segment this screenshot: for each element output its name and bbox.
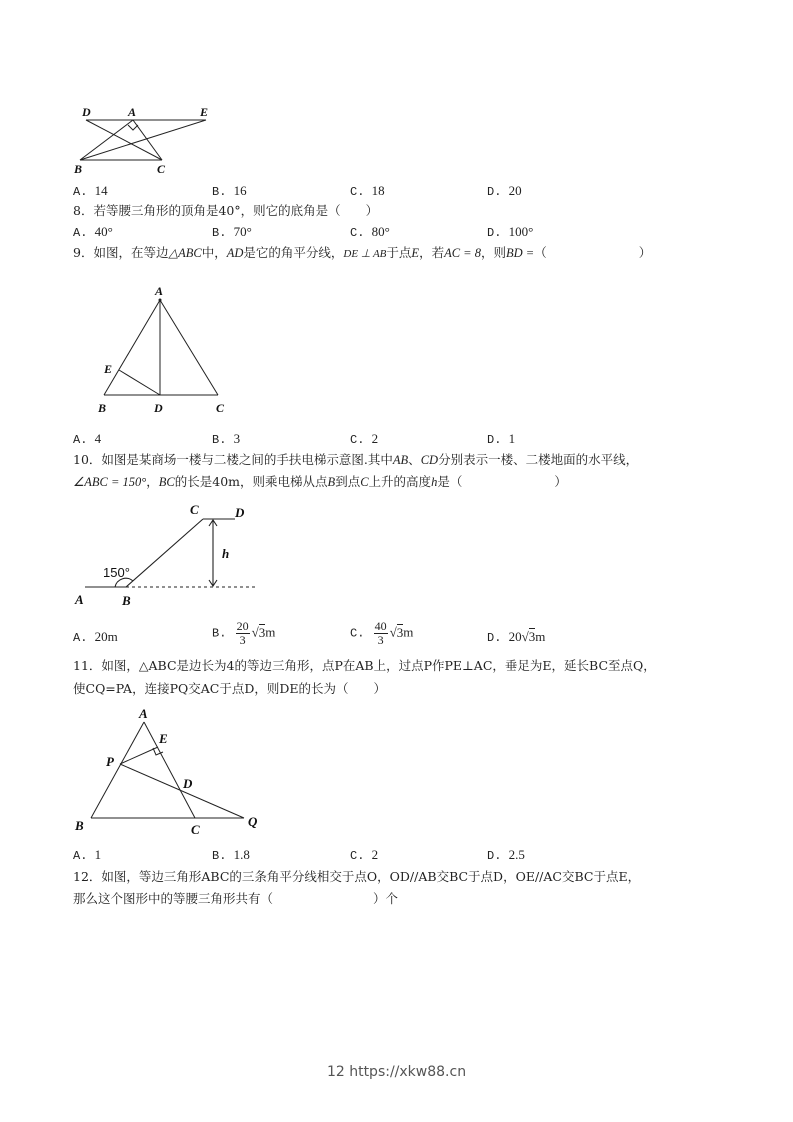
q12-stem-line2: 那么这个图形中的等腰三角形共有（ ）个 xyxy=(73,891,399,906)
q11-option-a: A. 1 xyxy=(73,847,102,863)
q11-option-d: D. 2.5 xyxy=(487,847,525,863)
q11-option-b: B. 1.8 xyxy=(212,847,250,863)
q7-figure xyxy=(70,100,220,175)
svg-text:B: B xyxy=(74,162,83,175)
q10-figure xyxy=(70,498,270,610)
svg-text:A: A xyxy=(155,284,164,298)
q7-option-a: A. 14 xyxy=(73,183,108,199)
svg-text:E: E xyxy=(159,731,168,746)
sqrt: √3m xyxy=(251,624,276,640)
fraction: $\frac{40}{3}$ xyxy=(374,619,387,647)
q10-option-a: A. 20m xyxy=(73,629,118,645)
q8-option-d: D. 100° xyxy=(487,224,534,240)
svg-text:C: C xyxy=(190,502,199,517)
svg-text:E: E xyxy=(104,362,113,376)
q9-option-b: B. 3 xyxy=(212,431,241,447)
svg-text:D: D xyxy=(235,505,245,520)
q9-diagram xyxy=(90,280,240,420)
q9-option-c: C. 2 xyxy=(350,431,379,447)
q11-option-c: C. 2 xyxy=(350,847,379,863)
q8-option-b: B. 70° xyxy=(212,224,252,240)
q7-option-c: C. 18 xyxy=(350,183,385,199)
q11-stem-line2: 使CQ=PA，连接PQ交AC于点D，则DE的长为（ ） xyxy=(73,681,386,696)
svg-text:D: D xyxy=(183,776,193,791)
svg-text:150°: 150° xyxy=(103,565,130,580)
svg-text:A: A xyxy=(75,592,84,607)
svg-text:P: P xyxy=(106,754,114,769)
svg-text:Q: Q xyxy=(248,814,258,829)
q10-stem-line2: ∠ABC = 150°，BC的长是40m，则乘电梯从点B到点C上升的高度h是（ ） xyxy=(73,474,567,489)
q7-diagram xyxy=(70,100,220,175)
fraction: $\frac{20}{3}$ xyxy=(236,619,249,647)
svg-text:B: B xyxy=(75,818,84,833)
svg-text:D: D xyxy=(82,105,91,119)
svg-text:h: h xyxy=(222,546,230,561)
q10-option-c: C. $\frac{40}{3}$ √3m xyxy=(350,619,414,647)
svg-text:C: C xyxy=(191,822,200,837)
q9-option-d: D. 1 xyxy=(487,431,516,447)
q9-stem: 9．如图，在等边△ABC中，AD是它的角平分线，DE ⊥ AB于点E，若AC = 8，则BD =（ ） xyxy=(73,245,652,260)
svg-text:C: C xyxy=(157,162,166,175)
q11-stem-line1: 11．如图，△ABC是边长为4的等边三角形，点P在AB上，过点P作PE⊥AC，垂足为E，延长BC至点Q， xyxy=(73,658,656,673)
q8-option-a: A. 40° xyxy=(73,224,113,240)
svg-text:B: B xyxy=(98,401,107,415)
svg-text:A: A xyxy=(128,105,137,119)
q7-option-b: B. 16 xyxy=(212,183,247,199)
q10-option-d: D. 20√3m xyxy=(487,629,546,645)
q12-stem-line1: 12．如图，等边三角形ABC的三条角平分线相交于点O，OD//AB交BC于点D，OE//AC交BC于点E， xyxy=(73,869,641,884)
svg-text:B: B xyxy=(122,593,131,608)
sqrt: 20√3m xyxy=(508,629,546,644)
q10-stem-line1: 10．如图是某商场一楼与二楼之间的手扶电梯示意图.其中AB、CD分别表示一楼、二楼地面的水平线， xyxy=(73,452,639,467)
sqrt: √3m xyxy=(389,624,414,640)
svg-text:D: D xyxy=(154,401,163,415)
q9-figure xyxy=(90,280,240,420)
svg-text:C: C xyxy=(216,401,225,415)
q11-figure xyxy=(70,702,270,842)
q10-option-b: B. $\frac{20}{3}$ √3m xyxy=(212,619,276,647)
page-footer: 12 https://xkw88.cn xyxy=(326,1064,467,1080)
q9-option-a: A. 4 xyxy=(73,431,102,447)
q8-stem: 8．若等腰三角形的顶角是40°，则它的底角是（ ） xyxy=(73,203,379,218)
q7-option-d: D. 20 xyxy=(487,183,522,199)
svg-text:A: A xyxy=(139,706,148,721)
q10-diagram xyxy=(70,498,270,610)
svg-text:E: E xyxy=(200,105,209,119)
q11-diagram xyxy=(70,702,270,842)
q8-option-c: C. 80° xyxy=(350,224,390,240)
